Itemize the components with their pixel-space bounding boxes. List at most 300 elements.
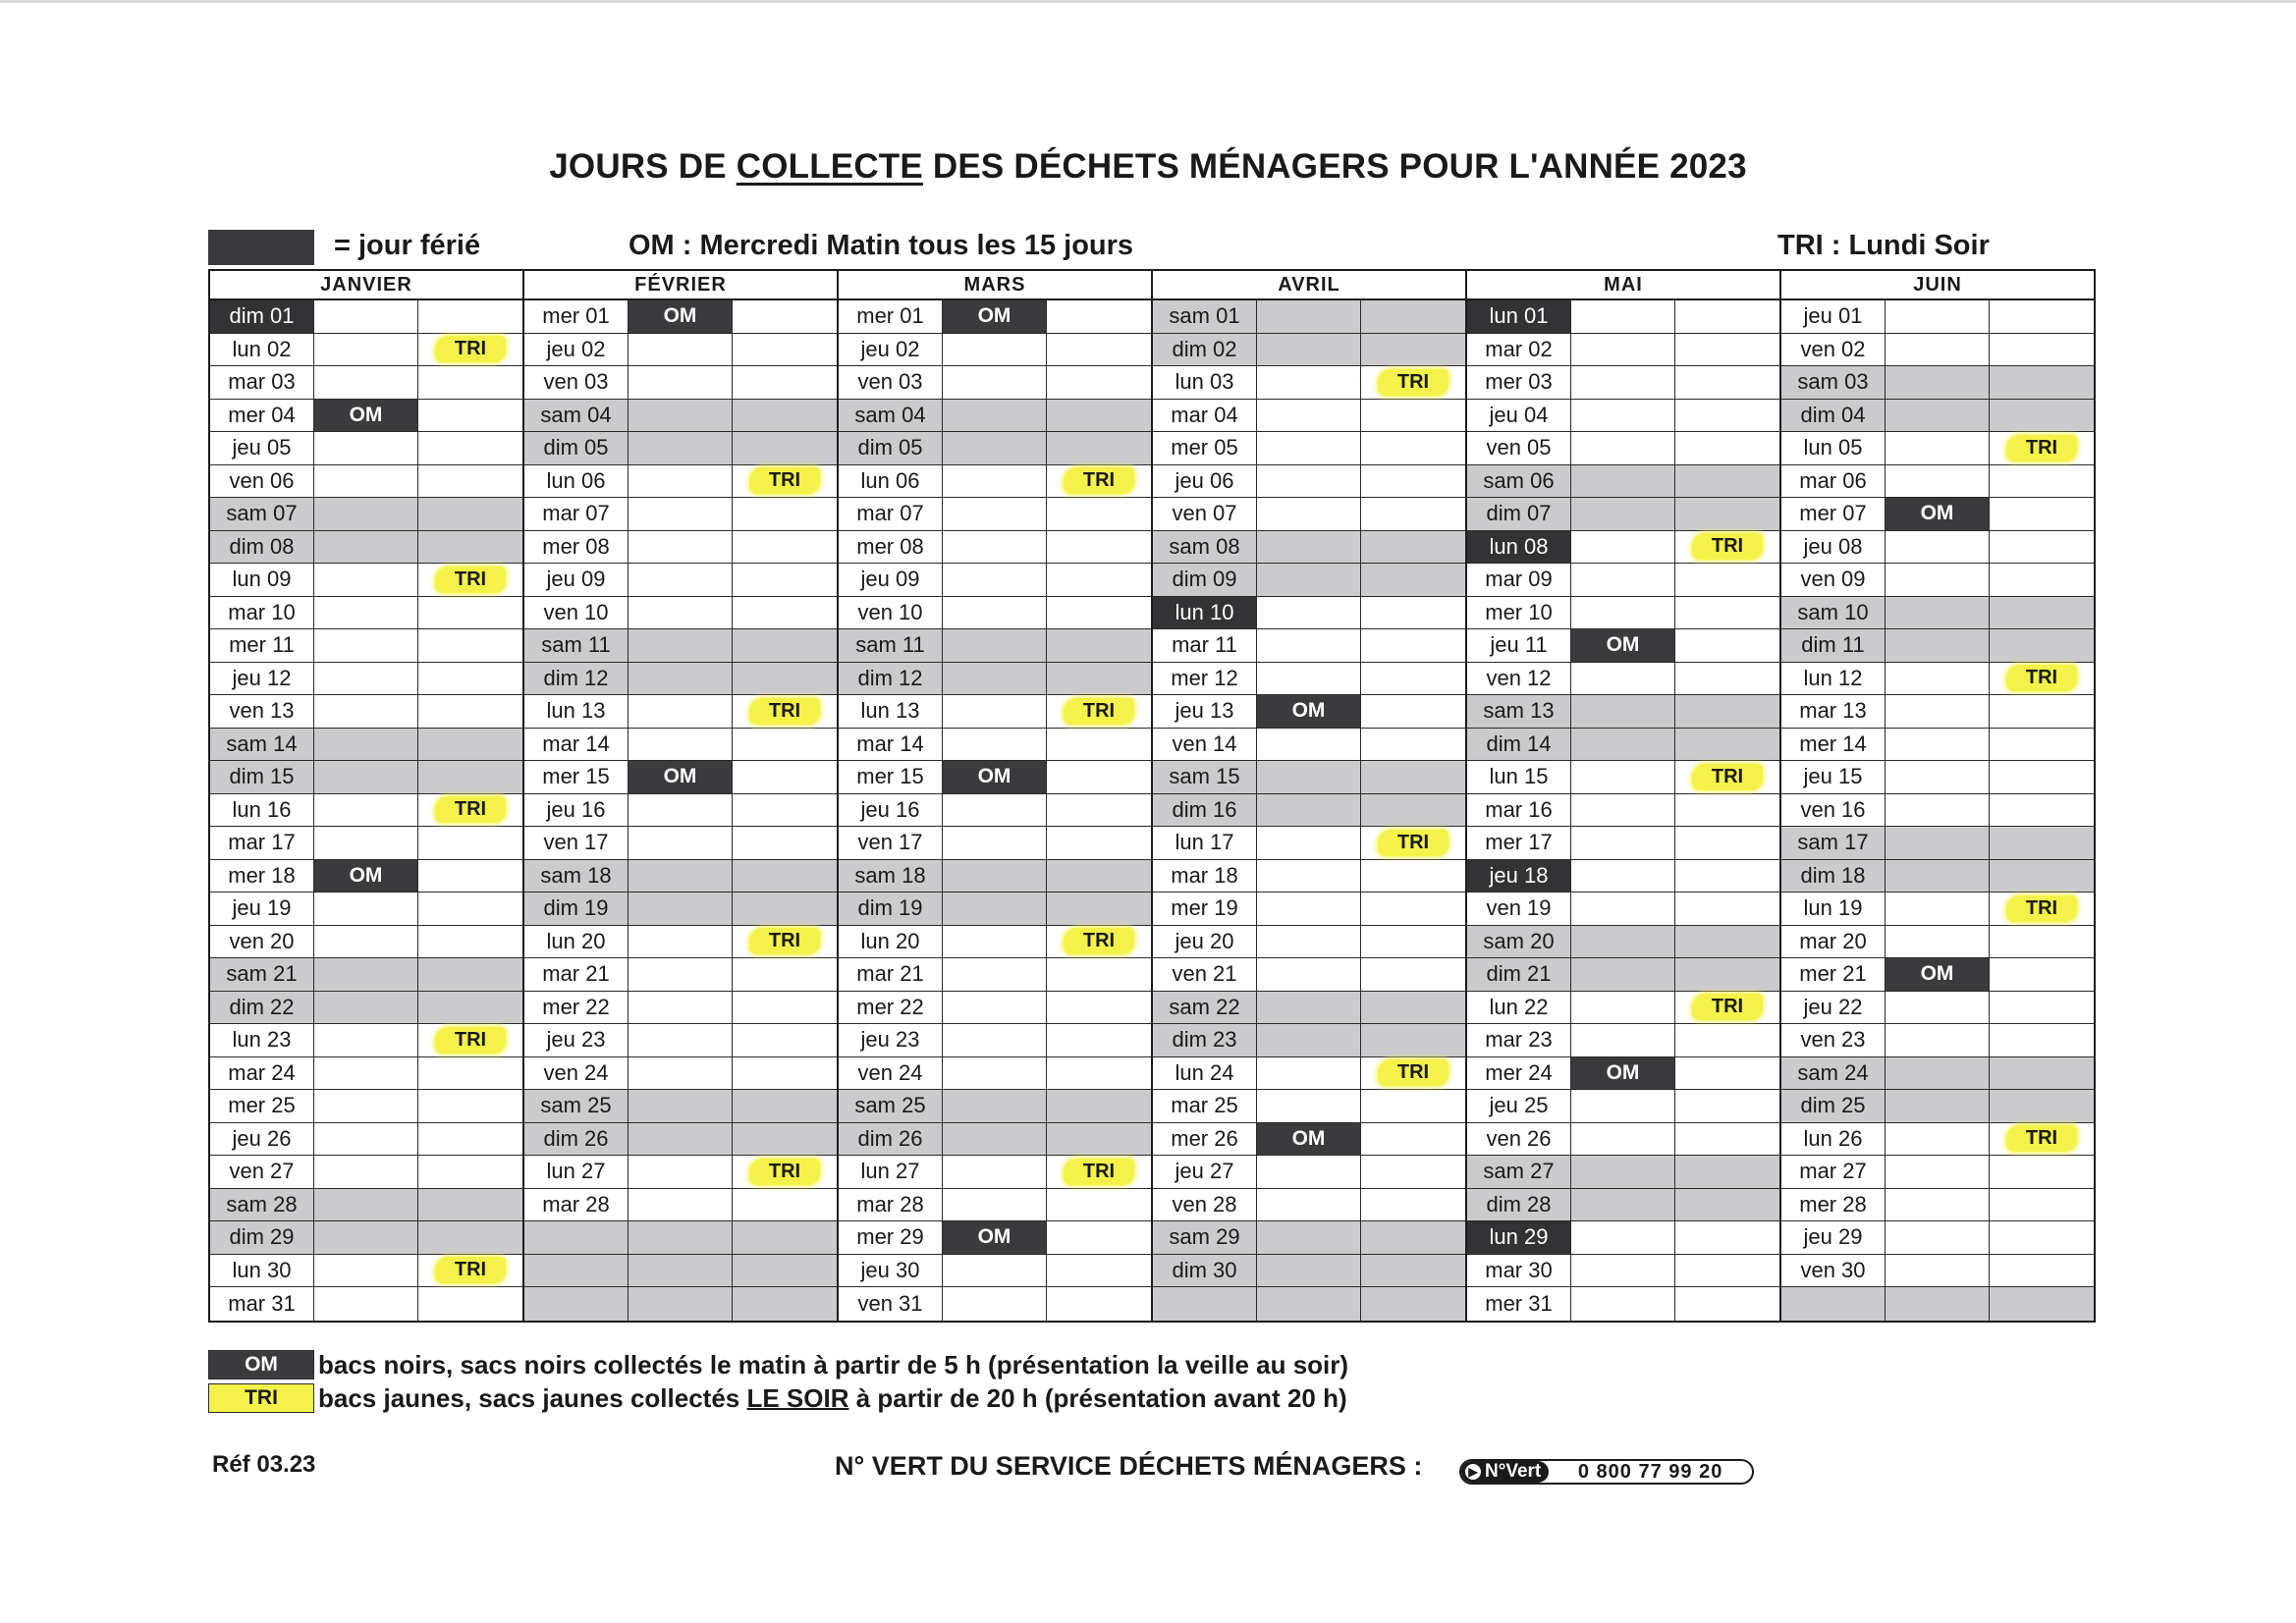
tri-cell bbox=[1990, 366, 2094, 399]
month-column bbox=[1781, 269, 2096, 1323]
tri-cell bbox=[1047, 794, 1151, 827]
day-row bbox=[1153, 1221, 1465, 1255]
tri-cell bbox=[1990, 1123, 2094, 1156]
day-row bbox=[210, 860, 522, 893]
tri-cell bbox=[1047, 729, 1151, 761]
day-label: mer 07 bbox=[1781, 498, 1886, 530]
day-label: sam 18 bbox=[524, 860, 629, 893]
tri-cell bbox=[1675, 926, 1779, 958]
tri-cell bbox=[1990, 300, 2094, 333]
om-cell bbox=[1571, 1156, 1675, 1188]
day-row bbox=[1153, 597, 1465, 630]
day-row bbox=[1467, 1123, 1779, 1157]
tri-cell bbox=[1990, 860, 2094, 893]
om-cell bbox=[1886, 1123, 1990, 1156]
tri-cell bbox=[1047, 1123, 1151, 1156]
day-row bbox=[1153, 695, 1465, 729]
om-cell bbox=[1571, 860, 1675, 893]
toll-free-badge[interactable] bbox=[1459, 1459, 1754, 1485]
om-cell bbox=[314, 1156, 418, 1188]
tri-cell bbox=[733, 465, 837, 498]
day-label: dim 11 bbox=[1781, 629, 1886, 662]
day-row bbox=[1467, 1156, 1779, 1189]
om-cell bbox=[1886, 761, 1990, 793]
om-cell bbox=[1571, 1024, 1675, 1056]
empty-day-row bbox=[524, 1255, 837, 1288]
day-row bbox=[839, 1090, 1151, 1123]
day-row bbox=[1781, 860, 2094, 893]
om-cell bbox=[1257, 1057, 1361, 1090]
om-cell bbox=[1886, 663, 1990, 695]
tri-cell bbox=[1990, 794, 2094, 827]
om-schedule-legend: OM : Mercredi Matin tous les 15 jours bbox=[629, 230, 1134, 261]
day-row bbox=[1781, 465, 2094, 499]
om-cell bbox=[943, 366, 1047, 399]
day-label: lun 29 bbox=[1467, 1221, 1571, 1254]
day-label: jeu 23 bbox=[839, 1024, 943, 1056]
day-row bbox=[1781, 958, 2094, 992]
tri-collection-marker: TRI bbox=[1378, 369, 1449, 396]
day-row bbox=[839, 1221, 1151, 1255]
day-label: mar 10 bbox=[210, 597, 314, 629]
om-cell bbox=[314, 1024, 418, 1056]
day-label: jeu 23 bbox=[524, 1024, 629, 1056]
day-row bbox=[524, 1024, 837, 1057]
day-row bbox=[839, 366, 1151, 400]
day-row bbox=[1781, 334, 2094, 367]
day-label: mer 21 bbox=[1781, 958, 1886, 991]
om-cell bbox=[1257, 597, 1361, 629]
tri-collection-marker: TRI bbox=[2006, 895, 2077, 922]
om-cell bbox=[629, 1221, 733, 1254]
day-label: lun 06 bbox=[839, 465, 943, 498]
day-label: ven 21 bbox=[1153, 958, 1257, 991]
day-label: dim 16 bbox=[1153, 794, 1257, 827]
om-collection-marker: OM bbox=[1571, 629, 1675, 662]
day-label: jeu 16 bbox=[839, 794, 943, 827]
om-cell bbox=[1257, 761, 1361, 793]
om-cell bbox=[1571, 432, 1675, 464]
om-cell bbox=[1257, 400, 1361, 432]
day-label: jeu 05 bbox=[210, 432, 314, 464]
day-row bbox=[839, 432, 1151, 465]
day-label: ven 14 bbox=[1153, 729, 1257, 761]
tri-cell bbox=[1361, 958, 1465, 991]
day-row bbox=[1781, 992, 2094, 1025]
tri-cell bbox=[418, 761, 522, 793]
tri-cell bbox=[1675, 400, 1779, 432]
day-row bbox=[839, 926, 1151, 959]
tri-cell bbox=[1361, 1287, 1465, 1321]
tri-cell bbox=[1361, 531, 1465, 564]
tri-cell bbox=[1361, 1024, 1465, 1056]
tri-cell bbox=[418, 663, 522, 695]
tri-cell bbox=[733, 300, 837, 333]
day-row bbox=[1781, 597, 2094, 630]
om-cell bbox=[629, 695, 733, 728]
tri-cell bbox=[1675, 1221, 1779, 1254]
day-label: mar 30 bbox=[1467, 1255, 1571, 1287]
tri-cell bbox=[733, 761, 837, 793]
tri-cell bbox=[1047, 629, 1151, 662]
om-cell bbox=[314, 366, 418, 399]
om-cell bbox=[1886, 366, 1990, 399]
tri-cell bbox=[1047, 893, 1151, 925]
tri-schedule-legend: TRI : Lundi Soir bbox=[1777, 230, 1990, 261]
tri-collection-marker: TRI bbox=[435, 336, 506, 362]
day-row bbox=[1467, 1090, 1779, 1123]
day-label: sam 11 bbox=[839, 629, 943, 662]
day-label: lun 20 bbox=[524, 926, 629, 958]
om-cell bbox=[1571, 663, 1675, 695]
tri-cell bbox=[1047, 761, 1151, 793]
tri-cell bbox=[1361, 597, 1465, 629]
day-label: lun 06 bbox=[524, 465, 629, 498]
tri-cell bbox=[1047, 827, 1151, 859]
om-cell bbox=[1571, 761, 1675, 793]
day-row bbox=[210, 893, 522, 926]
tri-cell bbox=[733, 860, 837, 893]
day-label: lun 15 bbox=[1467, 761, 1571, 793]
day-label: lun 10 bbox=[1153, 597, 1257, 629]
om-cell bbox=[943, 663, 1047, 695]
day-row bbox=[1467, 334, 1779, 367]
tri-cell bbox=[1047, 1189, 1151, 1221]
day-row bbox=[1153, 761, 1465, 794]
day-label: ven 07 bbox=[1153, 498, 1257, 530]
day-row bbox=[210, 1255, 522, 1288]
day-row bbox=[524, 629, 837, 663]
day-label: jeu 26 bbox=[210, 1123, 314, 1156]
om-legend-row bbox=[208, 1348, 1348, 1381]
day-label: ven 28 bbox=[1153, 1189, 1257, 1221]
day-label: jeu 19 bbox=[210, 893, 314, 925]
day-label: lun 17 bbox=[1153, 827, 1257, 859]
om-cell bbox=[1886, 597, 1990, 629]
tri-cell bbox=[1361, 695, 1465, 728]
day-row bbox=[1467, 926, 1779, 959]
tri-cell bbox=[1361, 1189, 1465, 1221]
day-label: lun 24 bbox=[1153, 1057, 1257, 1090]
om-collection-marker: OM bbox=[314, 400, 418, 432]
day-row bbox=[210, 1123, 522, 1157]
tri-cell bbox=[1047, 1156, 1151, 1188]
tri-cell bbox=[1675, 1123, 1779, 1156]
day-label: mar 27 bbox=[1781, 1156, 1886, 1188]
month-header: MARS bbox=[839, 271, 1151, 300]
day-label bbox=[524, 1221, 629, 1254]
day-label: dim 15 bbox=[210, 761, 314, 793]
tri-cell bbox=[733, 498, 837, 530]
day-row bbox=[1153, 1090, 1465, 1123]
day-label: lun 12 bbox=[1781, 663, 1886, 695]
tri-cell bbox=[418, 1123, 522, 1156]
day-row bbox=[524, 465, 837, 499]
om-collection-marker: OM bbox=[1886, 498, 1990, 530]
day-label: dim 19 bbox=[524, 893, 629, 925]
tri-cell bbox=[1675, 564, 1779, 596]
om-cell bbox=[1257, 729, 1361, 761]
day-label: mar 28 bbox=[524, 1189, 629, 1221]
tri-cell bbox=[733, 663, 837, 695]
om-cell bbox=[629, 860, 733, 893]
om-cell bbox=[943, 597, 1047, 629]
day-label: lun 30 bbox=[210, 1255, 314, 1287]
tri-cell bbox=[1361, 1057, 1465, 1090]
tri-collection-marker: TRI bbox=[1378, 1059, 1449, 1086]
om-collection-marker: OM bbox=[1571, 1057, 1675, 1090]
om-cell bbox=[629, 1024, 733, 1056]
tri-cell bbox=[1990, 531, 2094, 564]
day-label: ven 10 bbox=[839, 597, 943, 629]
om-cell bbox=[1257, 334, 1361, 366]
tri-cell bbox=[1675, 597, 1779, 629]
day-row bbox=[1781, 893, 2094, 926]
om-cell bbox=[1257, 498, 1361, 530]
title-prefix: JOURS DE bbox=[549, 147, 737, 186]
empty-day-row bbox=[1781, 1287, 2094, 1321]
day-row bbox=[1467, 1057, 1779, 1091]
day-label: mar 21 bbox=[839, 958, 943, 991]
day-row bbox=[1781, 695, 2094, 729]
tri-cell bbox=[1990, 695, 2094, 728]
day-row bbox=[1153, 794, 1465, 828]
day-label: dim 23 bbox=[1153, 1024, 1257, 1056]
om-collection-marker: OM bbox=[943, 300, 1047, 333]
day-row bbox=[839, 1024, 1151, 1057]
om-collection-marker: OM bbox=[314, 860, 418, 893]
om-cell bbox=[943, 465, 1047, 498]
om-cell bbox=[943, 860, 1047, 893]
tri-cell bbox=[1361, 629, 1465, 662]
day-row bbox=[1153, 1024, 1465, 1057]
day-row bbox=[1781, 1024, 2094, 1057]
day-label: dim 18 bbox=[1781, 860, 1886, 893]
tri-cell bbox=[1047, 300, 1151, 333]
om-cell bbox=[1571, 1287, 1675, 1321]
om-cell bbox=[1886, 860, 1990, 893]
day-row bbox=[1467, 794, 1779, 828]
day-row bbox=[1467, 958, 1779, 992]
om-cell bbox=[629, 1057, 733, 1090]
day-row bbox=[1781, 498, 2094, 531]
day-row bbox=[1153, 334, 1465, 367]
tri-cell bbox=[733, 926, 837, 958]
day-label: lun 23 bbox=[210, 1024, 314, 1056]
tri-cell bbox=[1047, 531, 1151, 564]
om-cell bbox=[1571, 465, 1675, 498]
tri-cell bbox=[1675, 663, 1779, 695]
day-label: ven 17 bbox=[524, 827, 629, 859]
om-cell bbox=[629, 1090, 733, 1122]
tri-cell bbox=[1990, 729, 2094, 761]
day-row bbox=[524, 1057, 837, 1091]
om-cell bbox=[629, 1255, 733, 1287]
om-cell bbox=[314, 695, 418, 728]
tri-cell bbox=[418, 498, 522, 530]
page-top-border bbox=[0, 0, 2296, 3]
tri-cell bbox=[733, 958, 837, 991]
tri-cell bbox=[1675, 1090, 1779, 1122]
day-label: ven 09 bbox=[1781, 564, 1886, 596]
tri-cell bbox=[1675, 1156, 1779, 1188]
day-label: jeu 01 bbox=[1781, 300, 1886, 333]
om-cell bbox=[314, 531, 418, 564]
om-cell bbox=[629, 893, 733, 925]
om-cell bbox=[943, 729, 1047, 761]
om-collection-marker: OM bbox=[943, 761, 1047, 793]
day-label: jeu 02 bbox=[839, 334, 943, 366]
om-cell bbox=[943, 334, 1047, 366]
day-label: ven 30 bbox=[1781, 1255, 1886, 1287]
day-row bbox=[1153, 729, 1465, 762]
om-cell bbox=[1257, 1189, 1361, 1221]
day-label: mar 31 bbox=[210, 1287, 314, 1321]
day-row bbox=[524, 1189, 837, 1222]
tri-cell bbox=[1047, 1024, 1151, 1056]
day-row bbox=[1153, 827, 1465, 860]
om-cell bbox=[314, 1287, 418, 1321]
om-collection-marker: OM bbox=[943, 1221, 1047, 1254]
om-cell bbox=[1886, 1255, 1990, 1287]
day-label: jeu 04 bbox=[1467, 400, 1571, 432]
arrow-right-icon: ▶ bbox=[1465, 1464, 1481, 1480]
om-cell bbox=[314, 729, 418, 761]
day-row bbox=[839, 564, 1151, 597]
om-cell bbox=[1257, 926, 1361, 958]
om-cell bbox=[1571, 1090, 1675, 1122]
day-label: mer 29 bbox=[839, 1221, 943, 1254]
holiday-legend-text: = jour férié bbox=[334, 230, 481, 261]
day-label: jeu 16 bbox=[524, 794, 629, 827]
tri-cell bbox=[1990, 958, 2094, 991]
om-cell bbox=[314, 1255, 418, 1287]
day-row bbox=[1467, 400, 1779, 433]
day-row bbox=[1467, 597, 1779, 630]
day-row bbox=[524, 432, 837, 465]
om-cell bbox=[314, 564, 418, 596]
tri-collection-marker: TRI bbox=[435, 567, 506, 593]
tri-cell bbox=[1675, 334, 1779, 366]
day-label: sam 25 bbox=[839, 1090, 943, 1122]
day-label: lun 16 bbox=[210, 794, 314, 827]
tri-cell bbox=[418, 958, 522, 991]
day-label: dim 04 bbox=[1781, 400, 1886, 432]
tri-cell bbox=[1675, 860, 1779, 893]
tri-cell bbox=[418, 893, 522, 925]
day-label: ven 13 bbox=[210, 695, 314, 728]
day-row bbox=[839, 1189, 1151, 1222]
day-label: sam 10 bbox=[1781, 597, 1886, 629]
day-label: mar 07 bbox=[524, 498, 629, 530]
day-row bbox=[1781, 564, 2094, 597]
om-cell bbox=[1571, 729, 1675, 761]
om-legend-swatch: OM bbox=[208, 1350, 314, 1380]
om-cell bbox=[1257, 958, 1361, 991]
om-cell bbox=[314, 465, 418, 498]
om-cell bbox=[1571, 498, 1675, 530]
day-row bbox=[1781, 926, 2094, 959]
om-cell bbox=[943, 1287, 1047, 1321]
om-cell bbox=[1886, 531, 1990, 564]
day-row bbox=[839, 992, 1151, 1025]
om-cell bbox=[943, 1189, 1047, 1221]
day-row bbox=[839, 629, 1151, 663]
day-row bbox=[210, 1156, 522, 1189]
tri-cell bbox=[1361, 794, 1465, 827]
tri-cell bbox=[1990, 465, 2094, 498]
day-label: mar 07 bbox=[839, 498, 943, 530]
om-cell bbox=[1886, 1156, 1990, 1188]
om-cell bbox=[943, 926, 1047, 958]
om-cell bbox=[1257, 893, 1361, 925]
tri-cell bbox=[733, 1024, 837, 1056]
tri-cell bbox=[1990, 992, 2094, 1024]
day-label: lun 09 bbox=[210, 564, 314, 596]
day-row bbox=[1153, 432, 1465, 465]
day-row bbox=[1153, 860, 1465, 893]
day-row bbox=[1467, 564, 1779, 597]
tri-cell bbox=[733, 1090, 837, 1122]
tri-cell bbox=[1675, 958, 1779, 991]
om-cell bbox=[1886, 926, 1990, 958]
day-label: jeu 22 bbox=[1781, 992, 1886, 1024]
day-row bbox=[524, 498, 837, 531]
day-row bbox=[839, 1123, 1151, 1157]
day-label: sam 22 bbox=[1153, 992, 1257, 1024]
day-label: dim 19 bbox=[839, 893, 943, 925]
day-label: lun 03 bbox=[1153, 366, 1257, 399]
tri-cell bbox=[1361, 564, 1465, 596]
tri-cell bbox=[1361, 1255, 1465, 1287]
empty-day-row bbox=[1153, 1287, 1465, 1321]
om-legend-text: bacs noirs, sacs noirs collectés le matin à partir de 5 h (présentation la veille au soir) bbox=[318, 1349, 1349, 1380]
om-cell bbox=[1571, 1189, 1675, 1221]
tri-cell bbox=[1990, 564, 2094, 596]
day-label: lun 20 bbox=[839, 926, 943, 958]
day-label: mar 24 bbox=[210, 1057, 314, 1090]
day-row bbox=[1467, 366, 1779, 400]
tri-cell bbox=[418, 794, 522, 827]
month-column bbox=[524, 269, 839, 1323]
om-cell bbox=[943, 629, 1047, 662]
day-row bbox=[524, 366, 837, 400]
day-row bbox=[839, 400, 1151, 433]
day-label: lun 02 bbox=[210, 334, 314, 366]
om-cell bbox=[1257, 1024, 1361, 1056]
day-row bbox=[210, 597, 522, 630]
page-title bbox=[0, 147, 2296, 187]
om-cell bbox=[1886, 300, 1990, 333]
om-cell bbox=[314, 300, 418, 333]
tri-cell bbox=[418, 1255, 522, 1287]
day-row bbox=[524, 1123, 837, 1157]
day-row bbox=[1153, 1057, 1465, 1091]
day-row bbox=[524, 958, 837, 992]
om-cell bbox=[314, 334, 418, 366]
om-cell bbox=[1886, 629, 1990, 662]
day-label: mer 15 bbox=[839, 761, 943, 793]
om-cell bbox=[1257, 992, 1361, 1024]
day-row bbox=[839, 465, 1151, 499]
day-label: ven 05 bbox=[1467, 432, 1571, 464]
om-cell bbox=[314, 1090, 418, 1122]
day-label: mer 12 bbox=[1153, 663, 1257, 695]
day-label: mar 17 bbox=[210, 827, 314, 859]
day-label: ven 26 bbox=[1467, 1123, 1571, 1156]
tri-cell bbox=[1361, 1090, 1465, 1122]
tri-cell bbox=[1047, 465, 1151, 498]
